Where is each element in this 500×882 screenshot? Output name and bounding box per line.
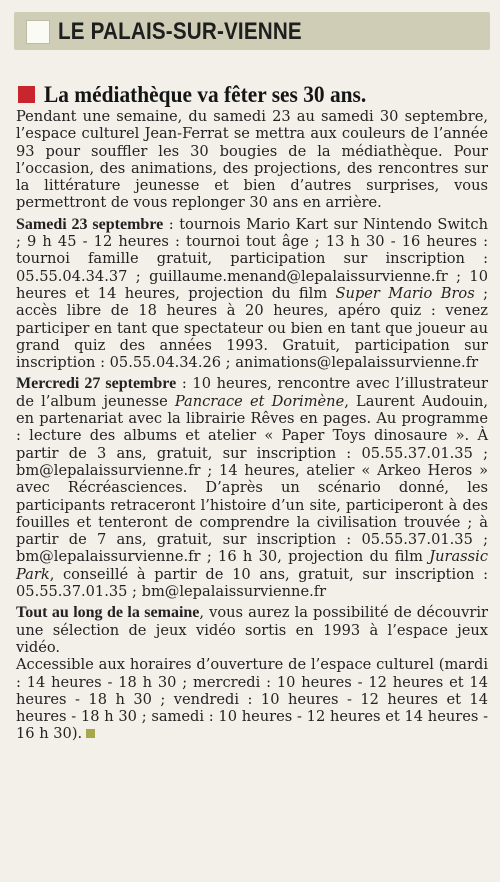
hours-text: Accessible aux horaires d’ouverture de l’espace culturel (mardi : 14 heures - 18 h 30 ; mercredi : 10 heures - 12 heures et 14 heures - 18 h 30 ; vendredi : 10 heures - 12 heures et 14 heures - 18 h 30 ; samedi : 10 heures - 12 heures et 14 heures - 16 h 30). [16, 656, 488, 743]
wednesday-paragraph [16, 375, 488, 600]
saturday-text-1: : tournois Mario Kart sur Nintendo Switch ; 9 h 45 - 12 heures : tournoi tout âge ; 13 h 30 - 16 heures : tournoi famille gratuit, participation sur inscription : 05.55.04.34.37 ; guillaume.menand@lepalaissurvienne.fr ; 10 heures et 14 heures, projection du film [16, 215, 488, 302]
article-headline [16, 82, 496, 106]
saturday-text-2: ; accès libre de 18 heures à 20 heures, apéro quiz : venez participer en tant que spectateur ou bien en tant que joueur au grand quiz des années 1993. Gratuit, participation sur inscription : 05.55.04.34.26 ; animations@lepalaissurvienne.fr [16, 284, 488, 372]
article-body [16, 108, 488, 743]
saturday-film-title: Super Mario Bros [335, 284, 475, 302]
saturday-lead: Samedi 23 septembre [16, 215, 164, 233]
week-text: , vous aurez la possibilité de découvrir une sélection de jeux vidéo sortis en 1993 à l’espace jeux vidéo. [16, 604, 488, 656]
section-header-band [14, 12, 490, 50]
header-square-icon [26, 20, 50, 44]
hours-paragraph [16, 656, 488, 742]
headline-text: La médiathèque va fêter ses 30 ans. [44, 82, 367, 107]
saturday-paragraph [16, 216, 488, 372]
wednesday-text-2: , Laurent Audouin, en partenariat avec la librairie Rêves en pages. Au programme : lecture des albums et atelier « Paper Toys dinosaure ». À partir de 3 ans, gratuit, sur inscription : 05.55.37.01.35 ; bm@lepalaissurvienne.fr ; 14 heures, atelier « Arkeo Heros » avec Récréasciences. D’après un scénario donné, les participants retraceront l’histoire d’un site, participeront à des fouilles et tenteront de comprendre la civilisation trouvée ; à partir de 7 ans, gratuit, sur inscription : 05.55.37.01.35 ; bm@lepalaissurvienne.fr ; 16 h 30, projection du film [16, 392, 488, 566]
week-lead: Tout au long de la semaine [16, 604, 200, 622]
wednesday-lead: Mercredi 27 septembre [16, 375, 177, 393]
end-of-article-square-icon [86, 729, 95, 738]
section-title: LE PALAIS-SUR-VIENNE [58, 18, 302, 45]
red-square-bullet-icon [18, 86, 35, 103]
wednesday-text-3: , conseillé à partir de 10 ans, gratuit, sur inscription : 05.55.37.01.35 ; bm@lepalaissurvienne.fr [16, 565, 488, 601]
wednesday-album-title: Pancrace et Dorimène [174, 392, 345, 410]
intro-paragraph: Pendant une semaine, du samedi 23 au samedi 30 septembre, l’espace culturel Jean-Ferrat se mettra aux couleurs de l’année 93 pour souffler les 30 bougies de la médiathèque. Pour l’occasion, des animations, des projections, des rencontres sur la littérature jeunesse et bien d’autres surprises, vous permettront de vous replonger 30 ans en arrière. [16, 108, 488, 212]
week-paragraph [16, 604, 488, 656]
wednesday-text-1: : 10 heures, rencontre avec l’illustrateur de l’album jeunesse [16, 375, 488, 410]
wednesday-film-title: Jurassic Park [16, 548, 488, 583]
